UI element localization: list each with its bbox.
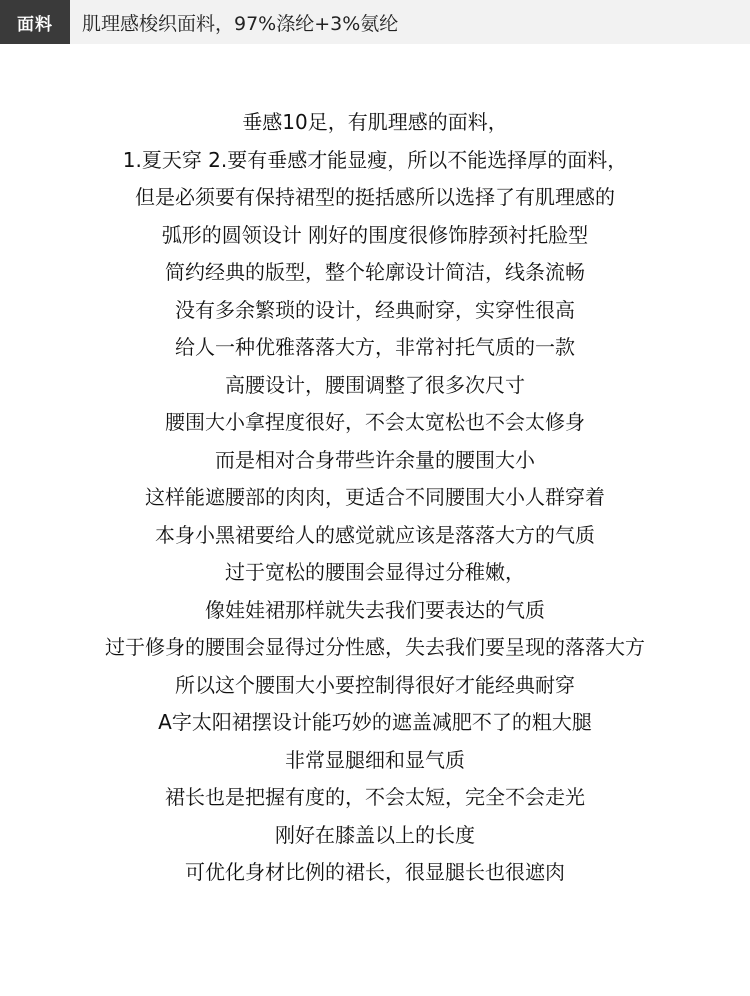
description-line: 腰围大小拿捏度很好，不会太宽松也不会太修身 xyxy=(165,410,585,434)
description-line: 垂感10足，有肌理感的面料， xyxy=(242,110,508,134)
description-line: 高腰设计，腰围调整了很多次尺寸 xyxy=(225,372,525,397)
fabric-header xyxy=(0,0,750,44)
product-description xyxy=(0,44,750,892)
description-line: 裙长也是把握有度的，不会太短，完全不会走光 xyxy=(165,785,585,809)
description-line: 过于修身的腰围会显得过分性感，失去我们要呈现的落落大方 xyxy=(105,635,645,659)
description-line: 所以这个腰围大小要控制得很好才能经典耐穿 xyxy=(175,672,575,697)
description-line: 但是必须要有保持裙型的挺括感所以选择了有肌理感的 xyxy=(135,185,615,209)
description-line: 像娃娃裙那样就失去我们要表达的气质 xyxy=(205,597,545,622)
description-line: 没有多余繁琐的设计，经典耐穿，实穿性很高 xyxy=(175,297,575,322)
description-line: 1.夏天穿 2.要有垂感才能显瘦，所以不能选择厚的面料， xyxy=(122,147,628,172)
description-line: 非常显腿细和显气质 xyxy=(285,747,465,772)
description-line: 简约经典的版型，整个轮廓设计简洁，线条流畅 xyxy=(165,260,585,284)
description-line: 弧形的圆领设计 刚好的围度很修饰脖颈衬托脸型 xyxy=(161,222,589,247)
description-line: 本身小黑裙要给人的感觉就应该是落落大方的气质 xyxy=(155,522,595,547)
description-line: 过于宽松的腰围会显得过分稚嫩， xyxy=(225,560,525,584)
description-line: 给人一种优雅落落大方，非常衬托气质的一款 xyxy=(175,335,575,359)
fabric-description: 肌理感梭织面料，97%涤纶+3%氨纶 xyxy=(82,12,399,35)
description-line: 可优化身材比例的裙长，很显腿长也很遮肉 xyxy=(185,860,565,884)
description-line: A字太阳裙摆设计能巧妙的遮盖减肥不了的粗大腿 xyxy=(158,710,592,734)
description-line: 而是相对合身带些许余量的腰围大小 xyxy=(215,447,535,472)
description-line: 刚好在膝盖以上的长度 xyxy=(275,822,475,847)
fabric-tag: 面料 xyxy=(0,0,70,44)
description-line: 这样能遮腰部的肉肉，更适合不同腰围大小人群穿着 xyxy=(145,485,605,509)
